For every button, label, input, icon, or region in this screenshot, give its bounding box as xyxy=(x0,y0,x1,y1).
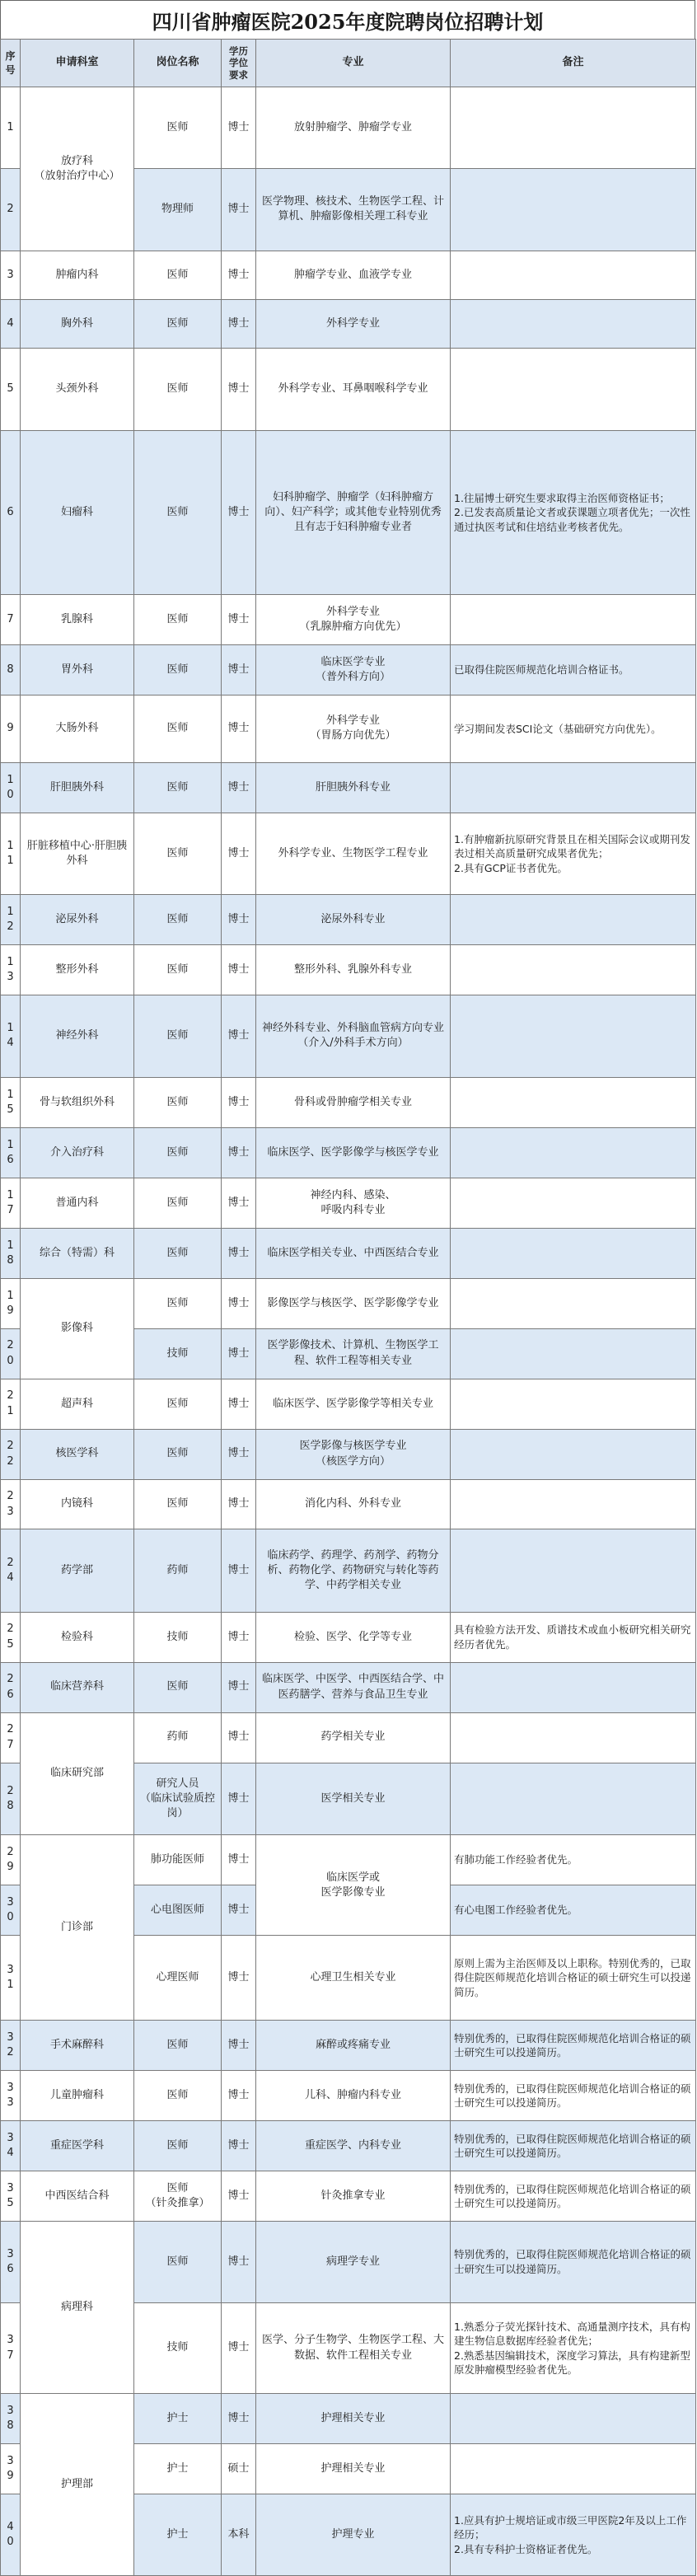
cell-major: 临床医学相关专业、中西医结合专业 xyxy=(256,1228,451,1278)
cell-seq: 16 xyxy=(1,1127,21,1178)
cell-dept: 护理部 xyxy=(21,2394,134,2576)
cell-seq: 5 xyxy=(1,348,21,430)
cell-dept: 胃外科 xyxy=(21,644,134,695)
cell-seq: 34 xyxy=(1,2121,21,2171)
cell-note xyxy=(451,1278,696,1328)
cell-edu: 博士 xyxy=(222,87,256,169)
cell-dept: 普通内科 xyxy=(21,1178,134,1228)
cell-major: 外科学专业、耳鼻咽喉科学专业 xyxy=(256,348,451,430)
cell-post: 护士 xyxy=(134,2444,222,2494)
cell-seq: 4 xyxy=(1,299,21,348)
cell-edu: 博士 xyxy=(222,2222,256,2303)
cell-major: 临床医学、中医学、中西医结合学、中医药膳学、营养与食品卫生专业 xyxy=(256,1662,451,1712)
cell-seq: 32 xyxy=(1,2021,21,2071)
cell-dept: 临床研究部 xyxy=(21,1712,134,1835)
cell-dept: 头颈外科 xyxy=(21,348,134,430)
cell-dept: 大肠外科 xyxy=(21,695,134,763)
table-row xyxy=(1,1479,696,1529)
cell-seq: 25 xyxy=(1,1612,21,1662)
cell-note: 学习期间发表SCI论文（基础研究方向优先）。 xyxy=(451,695,696,763)
cell-major: 护理专业 xyxy=(256,2494,451,2576)
cell-major: 整形外科、乳腺外科专业 xyxy=(256,944,451,995)
cell-post: 医师 xyxy=(134,1662,222,1712)
cell-edu: 博士 xyxy=(222,1278,256,1328)
cell-post: 医师 xyxy=(134,1127,222,1178)
cell-note xyxy=(451,299,696,348)
cell-post: 医师 xyxy=(134,644,222,695)
cell-major: 心理卫生相关专业 xyxy=(256,1936,451,2021)
cell-major: 外科学专业 xyxy=(256,299,451,348)
cell-dept: 肝脏移植中心·肝胆胰外科 xyxy=(21,813,134,895)
cell-major: 临床医学或 医学影像专业 xyxy=(256,1835,451,1936)
cell-seq: 3 xyxy=(1,251,21,299)
cell-edu: 博士 xyxy=(222,1612,256,1662)
cell-edu: 硕士 xyxy=(222,2444,256,2494)
cell-edu: 博士 xyxy=(222,2071,256,2121)
cell-major: 外科学专业 （乳腺肿瘤方向优先） xyxy=(256,594,451,644)
cell-dept: 放疗科 （放射治疗中心） xyxy=(21,87,134,251)
cell-post: 技师 xyxy=(134,1328,222,1379)
cell-dept: 药学部 xyxy=(21,1529,134,1612)
cell-major: 护理相关专业 xyxy=(256,2444,451,2494)
table-row xyxy=(1,1178,696,1228)
cell-dept: 病理科 xyxy=(21,2222,134,2394)
cell-note xyxy=(451,763,696,813)
cell-edu: 博士 xyxy=(222,594,256,644)
header-post: 岗位名称 xyxy=(134,40,222,87)
cell-seq: 19 xyxy=(1,1278,21,1328)
cell-post: 医师 xyxy=(134,695,222,763)
cell-dept: 乳腺科 xyxy=(21,594,134,644)
table-row xyxy=(1,2171,696,2222)
cell-edu: 博士 xyxy=(222,944,256,995)
cell-seq: 6 xyxy=(1,430,21,594)
cell-edu: 博士 xyxy=(222,2171,256,2222)
cell-post: 医师 xyxy=(134,1379,222,1429)
cell-dept: 临床营养科 xyxy=(21,1662,134,1712)
table-row xyxy=(1,995,696,1077)
cell-post: 医师 xyxy=(134,251,222,299)
cell-dept: 影像科 xyxy=(21,1278,134,1379)
cell-seq: 26 xyxy=(1,1662,21,1712)
cell-post: 医师 xyxy=(134,1429,222,1479)
cell-dept: 重症医学科 xyxy=(21,2121,134,2171)
cell-seq: 31 xyxy=(1,1936,21,2021)
cell-note xyxy=(451,87,696,169)
cell-edu: 博士 xyxy=(222,1835,256,1885)
cell-edu: 博士 xyxy=(222,1429,256,1479)
cell-note xyxy=(451,594,696,644)
cell-note: 特别优秀的，已取得住院医师规范化培训合格证的硕士研究生可以投递简历。 xyxy=(451,2121,696,2171)
cell-post: 物理师 xyxy=(134,168,222,251)
table-row xyxy=(1,944,696,995)
table-row xyxy=(1,251,696,299)
cell-note xyxy=(451,995,696,1077)
cell-major: 医学影像与核医学专业 （核医学方向） xyxy=(256,1429,451,1479)
cell-seq: 13 xyxy=(1,944,21,995)
cell-major: 针灸推拿专业 xyxy=(256,2171,451,2222)
cell-post: 医师 xyxy=(134,1077,222,1127)
table-row xyxy=(1,2222,696,2303)
cell-major: 麻醉或疼痛专业 xyxy=(256,2021,451,2071)
cell-note xyxy=(451,1429,696,1479)
page-title: 四川省肿瘤医院2025年度院聘岗位招聘计划 xyxy=(0,0,695,40)
cell-note: 特别优秀的，已取得住院医师规范化培训合格证的硕士研究生可以投递简历。 xyxy=(451,2071,696,2121)
cell-edu: 博士 xyxy=(222,430,256,594)
header-major: 专业 xyxy=(256,40,451,87)
table-row xyxy=(1,894,696,944)
table-row xyxy=(1,594,696,644)
table-row xyxy=(1,2394,696,2444)
cell-major: 外科学专业、生物医学工程专业 xyxy=(256,813,451,895)
cell-post: 医师 xyxy=(134,1278,222,1328)
cell-post: 医师 xyxy=(134,594,222,644)
cell-post: 医师 xyxy=(134,299,222,348)
cell-edu: 博士 xyxy=(222,763,256,813)
cell-seq: 10 xyxy=(1,763,21,813)
cell-major: 医学、分子生物学、生物医学工程、大数据、软件工程相关专业 xyxy=(256,2302,451,2393)
header-dept: 申请科室 xyxy=(21,40,134,87)
cell-note xyxy=(451,348,696,430)
cell-major: 消化内科、外科专业 xyxy=(256,1479,451,1529)
table-row xyxy=(1,1429,696,1479)
cell-dept: 儿童肿瘤科 xyxy=(21,2071,134,2121)
cell-seq: 24 xyxy=(1,1529,21,1612)
cell-edu: 博士 xyxy=(222,1662,256,1712)
cell-note xyxy=(451,894,696,944)
cell-post: 医师 （针灸推拿） xyxy=(134,2171,222,2222)
cell-dept: 检验科 xyxy=(21,1612,134,1662)
table-row xyxy=(1,1077,696,1127)
table-row xyxy=(1,348,696,430)
cell-note: 1.有肿瘤新抗原研究背景且在相关国际会议或期刊发表过相关高质量研究成果者优先； 2.具有GCP证书者优先。 xyxy=(451,813,696,895)
cell-note: 1.应具有护士规培证或市级三甲医院2年及以上工作经历； 2.具有专科护士资格证者优先。 xyxy=(451,2494,696,2576)
table-row xyxy=(1,644,696,695)
cell-note: 具有检验方法开发、质谱技术或血小板研究相关研究经历者优先。 xyxy=(451,1612,696,1662)
cell-major: 药学相关专业 xyxy=(256,1712,451,1763)
cell-seq: 27 xyxy=(1,1712,21,1763)
cell-seq: 20 xyxy=(1,1328,21,1379)
cell-post: 医师 xyxy=(134,430,222,594)
cell-edu: 博士 xyxy=(222,1763,256,1835)
cell-major: 医学相关专业 xyxy=(256,1763,451,1835)
cell-note: 有心电图工作经验者优先。 xyxy=(451,1885,696,1936)
cell-post: 研究人员 （临床试验质控岗） xyxy=(134,1763,222,1835)
cell-post: 医师 xyxy=(134,944,222,995)
cell-edu: 博士 xyxy=(222,2121,256,2171)
cell-post: 护士 xyxy=(134,2394,222,2444)
cell-dept: 综合（特需）科 xyxy=(21,1228,134,1278)
cell-dept: 泌尿外科 xyxy=(21,894,134,944)
cell-dept: 整形外科 xyxy=(21,944,134,995)
table-header-row xyxy=(1,40,696,87)
cell-seq: 8 xyxy=(1,644,21,695)
cell-dept: 妇瘤科 xyxy=(21,430,134,594)
cell-dept: 核医学科 xyxy=(21,1429,134,1479)
cell-dept: 超声科 xyxy=(21,1379,134,1429)
cell-edu: 博士 xyxy=(222,348,256,430)
cell-edu: 博士 xyxy=(222,1127,256,1178)
cell-seq: 36 xyxy=(1,2222,21,2303)
cell-note xyxy=(451,1228,696,1278)
cell-edu: 博士 xyxy=(222,695,256,763)
cell-note xyxy=(451,2394,696,2444)
cell-edu: 博士 xyxy=(222,1228,256,1278)
cell-note: 原则上需为主治医师及以上职称。特别优秀的，已取得住院医师规范化培训合格证的硕士研究生可以投递简历。 xyxy=(451,1936,696,2021)
cell-major: 临床医学专业 （普外科方向） xyxy=(256,644,451,695)
cell-major: 外科学专业 （胃肠方向优先） xyxy=(256,695,451,763)
cell-seq: 29 xyxy=(1,1835,21,1885)
cell-edu: 博士 xyxy=(222,1712,256,1763)
cell-seq: 30 xyxy=(1,1885,21,1936)
cell-post: 医师 xyxy=(134,2222,222,2303)
cell-post: 医师 xyxy=(134,2071,222,2121)
cell-edu: 博士 xyxy=(222,1479,256,1529)
cell-major: 病理学专业 xyxy=(256,2222,451,2303)
cell-dept: 介入治疗科 xyxy=(21,1127,134,1178)
cell-major: 临床医学、医学影像学与核医学专业 xyxy=(256,1127,451,1178)
cell-seq: 2 xyxy=(1,168,21,251)
cell-edu: 博士 xyxy=(222,1328,256,1379)
cell-edu: 博士 xyxy=(222,2021,256,2071)
cell-seq: 1 xyxy=(1,87,21,169)
cell-dept: 内镜科 xyxy=(21,1479,134,1529)
cell-post: 护士 xyxy=(134,2494,222,2576)
cell-edu: 博士 xyxy=(222,251,256,299)
cell-edu: 博士 xyxy=(222,644,256,695)
cell-edu: 博士 xyxy=(222,1077,256,1127)
cell-dept: 手术麻醉科 xyxy=(21,2021,134,2071)
cell-note: 1.往届博士研究生要求取得主治医师资格证书； 2.已发表高质量论文者或获课题立项者优先；一次性通过执医考试和住培结业考核者优先。 xyxy=(451,430,696,594)
cell-dept: 胸外科 xyxy=(21,299,134,348)
cell-seq: 11 xyxy=(1,813,21,895)
cell-major: 神经外科专业、外科脑血管病方向专业 （介入/外科手术方向） xyxy=(256,995,451,1077)
cell-post: 医师 xyxy=(134,995,222,1077)
cell-edu: 博士 xyxy=(222,168,256,251)
cell-post: 药师 xyxy=(134,1712,222,1763)
cell-seq: 39 xyxy=(1,2444,21,2494)
cell-dept: 肝胆胰外科 xyxy=(21,763,134,813)
cell-major: 临床药学、药理学、药剂学、药物分析、药物化学、药物研究与转化等药学、中药学相关专业 xyxy=(256,1529,451,1612)
table-row xyxy=(1,2021,696,2071)
table-row xyxy=(1,1228,696,1278)
cell-note: 有肺功能工作经验者优先。 xyxy=(451,1835,696,1885)
cell-major: 肿瘤学专业、血液学专业 xyxy=(256,251,451,299)
cell-major: 临床医学、医学影像学等相关专业 xyxy=(256,1379,451,1429)
table-row xyxy=(1,1529,696,1612)
cell-dept: 中西医结合科 xyxy=(21,2171,134,2222)
cell-major: 放射肿瘤学、肿瘤学专业 xyxy=(256,87,451,169)
cell-post: 医师 xyxy=(134,2121,222,2171)
cell-note xyxy=(451,1712,696,1763)
cell-edu: 博士 xyxy=(222,995,256,1077)
cell-seq: 35 xyxy=(1,2171,21,2222)
cell-post: 医师 xyxy=(134,87,222,169)
cell-edu: 博士 xyxy=(222,1885,256,1936)
cell-post: 医师 xyxy=(134,1228,222,1278)
table-row xyxy=(1,813,696,895)
cell-post: 心理医师 xyxy=(134,1936,222,2021)
header-note: 备注 xyxy=(451,40,696,87)
table-row xyxy=(1,2071,696,2121)
cell-edu: 博士 xyxy=(222,1178,256,1228)
cell-dept: 神经外科 xyxy=(21,995,134,1077)
cell-seq: 18 xyxy=(1,1228,21,1278)
table-row xyxy=(1,695,696,763)
cell-major: 泌尿外科专业 xyxy=(256,894,451,944)
cell-seq: 17 xyxy=(1,1178,21,1228)
cell-seq: 12 xyxy=(1,894,21,944)
cell-post: 医师 xyxy=(134,763,222,813)
header-seq: 序号 xyxy=(1,40,21,87)
cell-post: 医师 xyxy=(134,1178,222,1228)
table-row xyxy=(1,299,696,348)
cell-post: 肺功能医师 xyxy=(134,1835,222,1885)
header-edu: 学历学位要求 xyxy=(222,40,256,87)
cell-dept: 肿瘤内科 xyxy=(21,251,134,299)
cell-note xyxy=(451,1328,696,1379)
cell-note: 特别优秀的，已取得住院医师规范化培训合格证的硕士研究生可以投递简历。 xyxy=(451,2021,696,2071)
cell-edu: 博士 xyxy=(222,1936,256,2021)
table-row xyxy=(1,1835,696,1885)
cell-post: 医师 xyxy=(134,813,222,895)
cell-edu: 博士 xyxy=(222,2302,256,2393)
cell-major: 肝胆胰外科专业 xyxy=(256,763,451,813)
cell-note xyxy=(451,1662,696,1712)
table-row xyxy=(1,1278,696,1328)
cell-edu: 本科 xyxy=(222,2494,256,2576)
cell-edu: 博士 xyxy=(222,1529,256,1612)
cell-post: 药师 xyxy=(134,1529,222,1612)
cell-dept: 门诊部 xyxy=(21,1835,134,2021)
cell-dept: 骨与软组织外科 xyxy=(21,1077,134,1127)
cell-post: 心电图医师 xyxy=(134,1885,222,1936)
cell-post: 医师 xyxy=(134,894,222,944)
cell-seq: 38 xyxy=(1,2394,21,2444)
cell-edu: 博士 xyxy=(222,1379,256,1429)
cell-note xyxy=(451,1529,696,1612)
cell-edu: 博士 xyxy=(222,299,256,348)
cell-post: 技师 xyxy=(134,1612,222,1662)
cell-note xyxy=(451,168,696,251)
cell-edu: 博士 xyxy=(222,813,256,895)
cell-note xyxy=(451,944,696,995)
cell-note: 特别优秀的，已取得住院医师规范化培训合格证的硕士研究生可以投递简历。 xyxy=(451,2171,696,2222)
cell-seq: 7 xyxy=(1,594,21,644)
cell-major: 医学物理、核技术、生物医学工程、计算机、肿瘤影像相关理工科专业 xyxy=(256,168,451,251)
cell-note xyxy=(451,2444,696,2494)
cell-seq: 28 xyxy=(1,1763,21,1835)
cell-seq: 22 xyxy=(1,1429,21,1479)
cell-note xyxy=(451,1127,696,1178)
cell-note xyxy=(451,1479,696,1529)
recruitment-table xyxy=(0,39,696,2576)
cell-seq: 21 xyxy=(1,1379,21,1429)
cell-seq: 40 xyxy=(1,2494,21,2576)
cell-seq: 9 xyxy=(1,695,21,763)
cell-major: 医学影像技术、计算机、生物医学工程、软件工程等相关专业 xyxy=(256,1328,451,1379)
cell-note: 已取得住院医师规范化培训合格证书。 xyxy=(451,644,696,695)
cell-seq: 37 xyxy=(1,2302,21,2393)
cell-major: 护理相关专业 xyxy=(256,2394,451,2444)
cell-major: 儿科、肿瘤内科专业 xyxy=(256,2071,451,2121)
cell-major: 检验、医学、化学等专业 xyxy=(256,1612,451,1662)
table-row xyxy=(1,1712,696,1763)
cell-note xyxy=(451,1379,696,1429)
cell-post: 医师 xyxy=(134,348,222,430)
cell-note: 1.熟悉分子荧光探针技术、高通量测序技术，具有构建生物信息数据库经验者优先； 2.熟悉基因编辑技术，深度学习算法，具有构建新型原发肿瘤模型经验者优先。 xyxy=(451,2302,696,2393)
cell-seq: 33 xyxy=(1,2071,21,2121)
cell-note xyxy=(451,1763,696,1835)
table-row xyxy=(1,2121,696,2171)
table-row xyxy=(1,1379,696,1429)
table-row xyxy=(1,1612,696,1662)
cell-post: 技师 xyxy=(134,2302,222,2393)
cell-note xyxy=(451,1077,696,1127)
cell-major: 影像医学与核医学、医学影像学专业 xyxy=(256,1278,451,1328)
table-row xyxy=(1,1127,696,1178)
cell-seq: 14 xyxy=(1,995,21,1077)
cell-post: 医师 xyxy=(134,2021,222,2071)
cell-edu: 博士 xyxy=(222,2394,256,2444)
table-row xyxy=(1,430,696,594)
cell-major: 妇科肿瘤学、肿瘤学（妇科肿瘤方向）、妇产科学；或其他专业特别优秀且有志于妇科肿瘤专业者 xyxy=(256,430,451,594)
table-row xyxy=(1,1662,696,1712)
cell-edu: 博士 xyxy=(222,894,256,944)
table-row xyxy=(1,763,696,813)
cell-note xyxy=(451,251,696,299)
cell-major: 神经内科、感染、 呼吸内科专业 xyxy=(256,1178,451,1228)
cell-major: 骨科或骨肿瘤学相关专业 xyxy=(256,1077,451,1127)
cell-major: 重症医学、内科专业 xyxy=(256,2121,451,2171)
cell-seq: 23 xyxy=(1,1479,21,1529)
cell-note xyxy=(451,1178,696,1228)
cell-note: 特别优秀的，已取得住院医师规范化培训合格证的硕士研究生可以投递简历。 xyxy=(451,2222,696,2303)
cell-post: 医师 xyxy=(134,1479,222,1529)
table-row xyxy=(1,87,696,169)
cell-seq: 15 xyxy=(1,1077,21,1127)
